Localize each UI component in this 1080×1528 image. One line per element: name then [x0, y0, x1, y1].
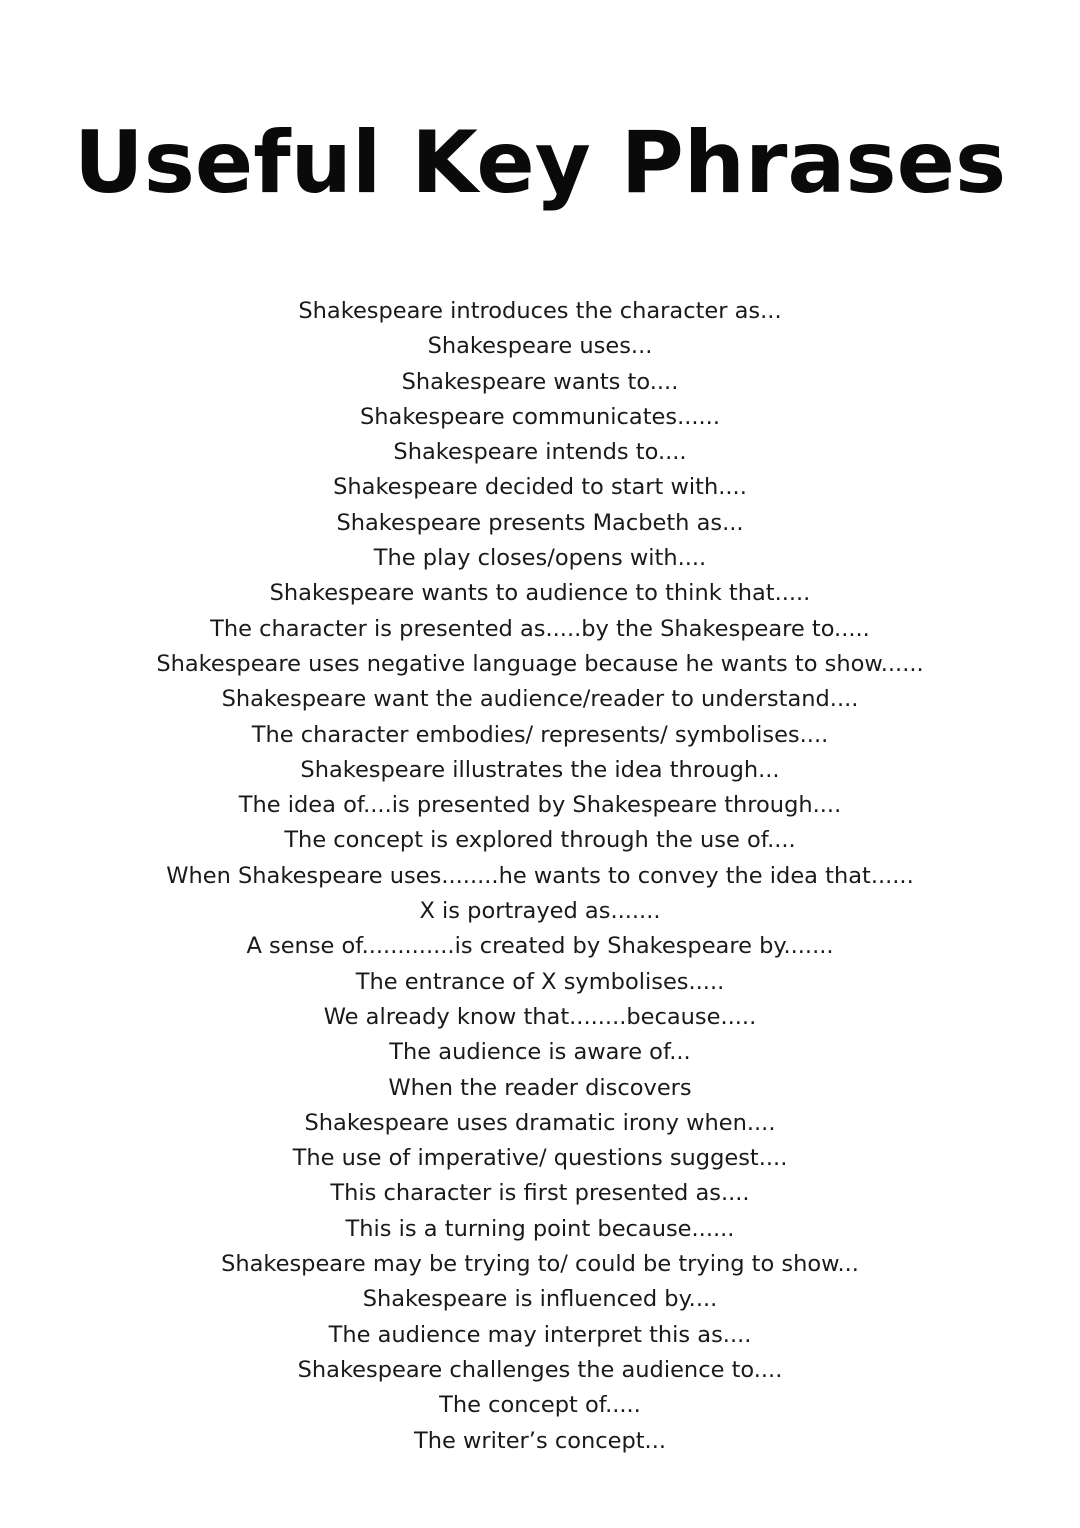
phrase-item: Shakespeare want the audience/reader to understand.... [221, 686, 859, 713]
phrase-item: Shakespeare uses... [427, 333, 653, 360]
phrase-item: Shakespeare communicates...... [360, 403, 720, 430]
phrase-item: X is portrayed as....... [419, 898, 661, 925]
phrase-item: Shakespeare uses negative language because he wants to show...... [156, 650, 924, 677]
phrase-item: The concept of..... [439, 1392, 641, 1419]
phrase-item: Shakespeare decided to start with.... [333, 474, 747, 501]
phrase-item: The character is presented as.....by the Shakespeare to..... [210, 615, 870, 642]
phrase-item: Shakespeare uses dramatic irony when.... [304, 1109, 776, 1136]
phrase-item: Shakespeare wants to.... [401, 368, 679, 395]
phrase-item: This is a turning point because...... [345, 1215, 735, 1242]
phrase-item: The audience may interpret this as.... [328, 1321, 752, 1348]
phrase-item: Shakespeare challenges the audience to.... [297, 1356, 783, 1383]
phrase-item: The audience is aware of... [389, 1039, 691, 1066]
phrase-item: Shakespeare presents Macbeth as... [336, 509, 744, 536]
phrase-item: When the reader discovers [388, 1074, 692, 1101]
phrase-item: A sense of.............is created by Shakespeare by....... [246, 933, 834, 960]
phrase-item: The play closes/opens with.... [373, 545, 707, 572]
phrase-item: When Shakespeare uses........he wants to convey the idea that...... [166, 862, 914, 889]
phrase-item: Shakespeare illustrates the idea through... [300, 756, 780, 783]
phrase-item: The entrance of X symbolises..... [355, 968, 725, 995]
page-title: Useful Key Phrases [73, 113, 1007, 213]
phrase-item: The idea of....is presented by Shakespeare through.... [238, 792, 842, 819]
phrase-item: Shakespeare introduces the character as... [298, 298, 782, 324]
phrase-item: The concept is explored through the use of.... [284, 827, 796, 854]
phrase-item: The writer’s concept... [413, 1427, 666, 1454]
phrase-item: Shakespeare wants to audience to think that..... [269, 580, 811, 607]
phrase-item: This character is first presented as.... [330, 1180, 750, 1207]
phrase-item: Shakespeare intends to.... [393, 439, 687, 466]
phrase-item: We already know that........because..... [323, 1003, 757, 1030]
phrase-item: Shakespeare is influenced by.... [362, 1286, 718, 1313]
key-phrases-list [0, 294, 1080, 1459]
phrase-item: Shakespeare may be trying to/ could be trying to show... [221, 1251, 859, 1278]
phrase-item: The character embodies/ represents/ symbolises.... [251, 721, 829, 748]
phrase-item: The use of imperative/ questions suggest.... [292, 1145, 788, 1172]
